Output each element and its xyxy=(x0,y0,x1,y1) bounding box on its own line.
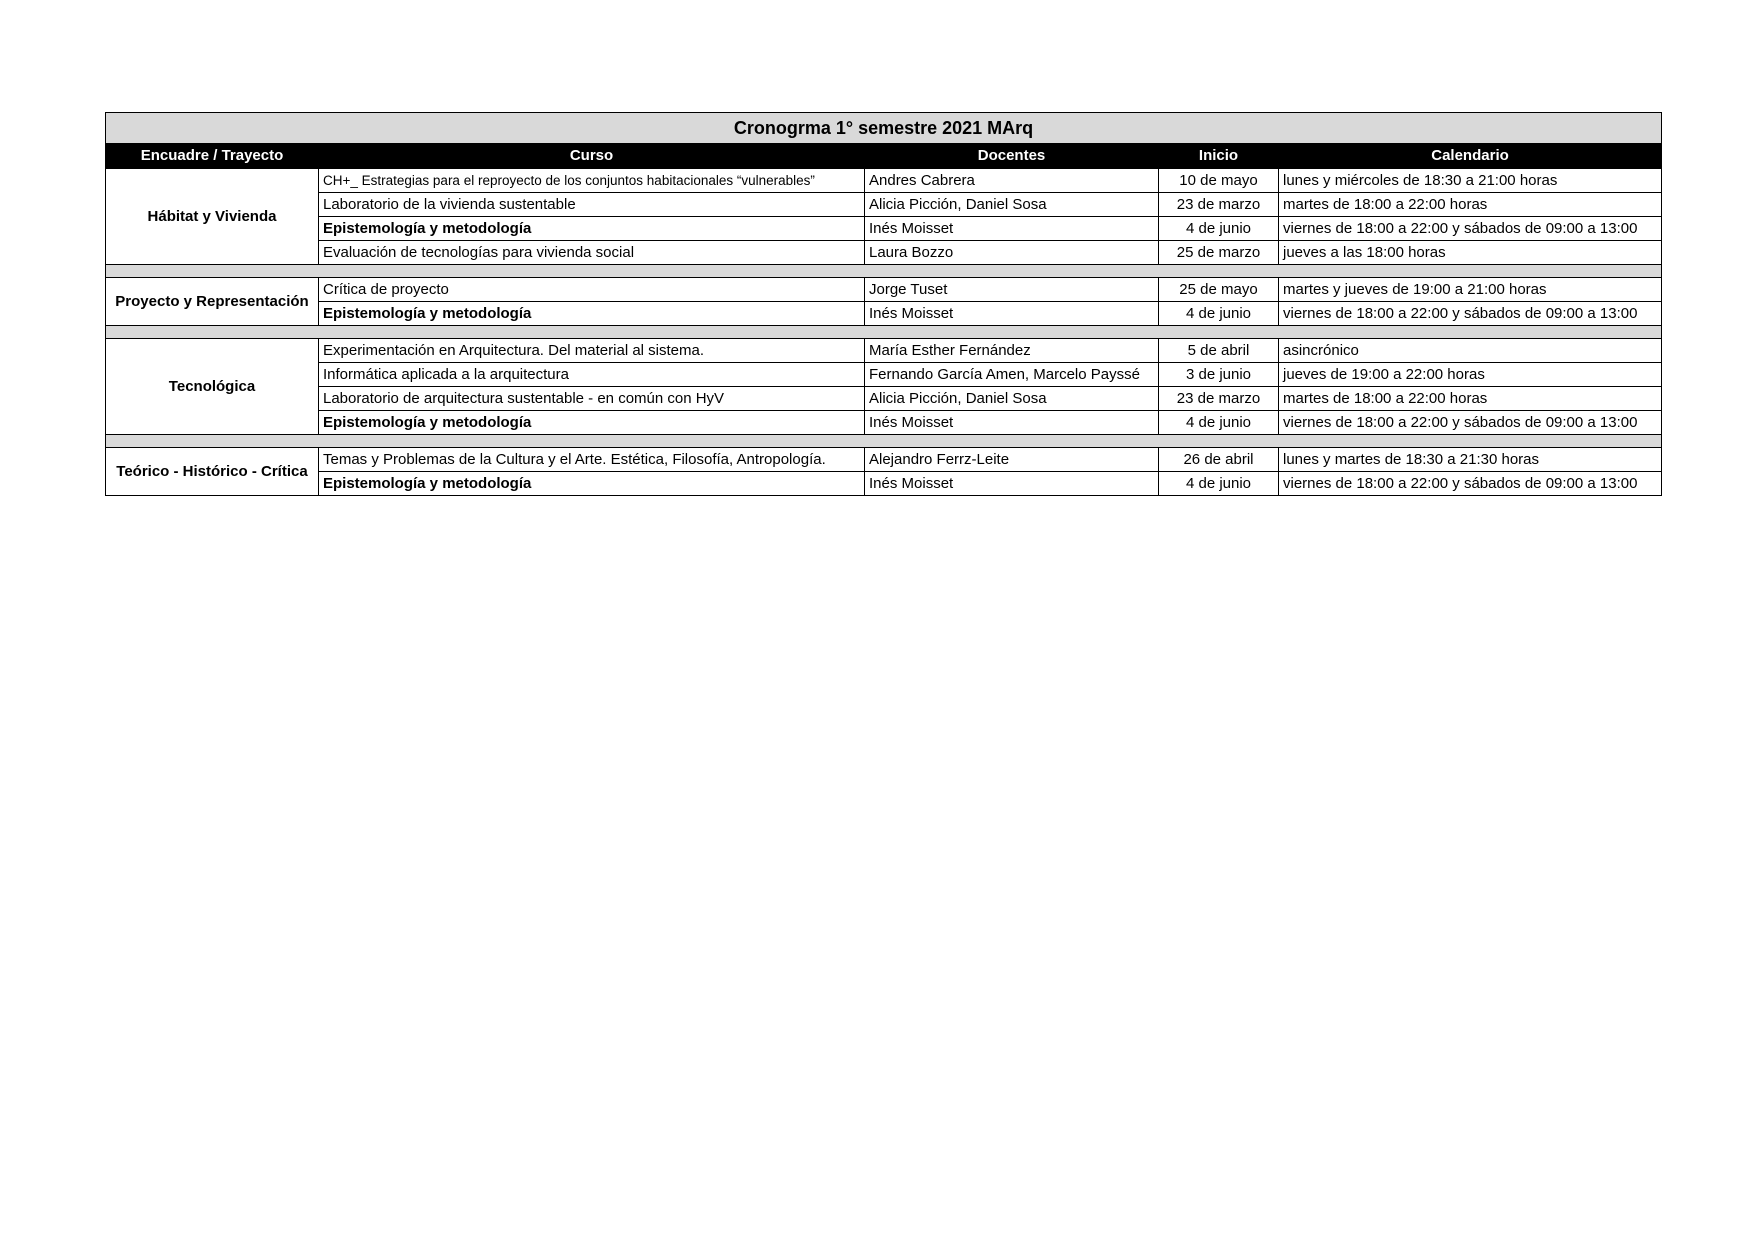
table-row xyxy=(106,387,1662,411)
table-row xyxy=(106,241,1662,265)
header-curso: Curso xyxy=(319,144,865,169)
start-cell: 23 de marzo xyxy=(1159,193,1279,217)
group-separator xyxy=(106,435,1662,448)
teacher-cell: Inés Moisset xyxy=(865,472,1159,496)
group-separator xyxy=(106,265,1662,278)
calendar-cell: asincrónico xyxy=(1279,339,1662,363)
calendar-cell: martes de 18:00 a 22:00 horas xyxy=(1279,387,1662,411)
start-cell: 4 de junio xyxy=(1159,302,1279,326)
course-cell: Laboratorio de arquitectura sustentable - en común con HyV xyxy=(319,387,865,411)
start-cell: 10 de mayo xyxy=(1159,169,1279,193)
course-cell: Evaluación de tecnologías para vivienda social xyxy=(319,241,865,265)
course-cell: Experimentación en Arquitectura. Del material al sistema. xyxy=(319,339,865,363)
start-cell: 23 de marzo xyxy=(1159,387,1279,411)
table-row xyxy=(106,472,1662,496)
course-cell: Epistemología y metodología xyxy=(319,411,865,435)
start-cell: 25 de mayo xyxy=(1159,278,1279,302)
schedule-table xyxy=(105,112,1662,496)
teacher-cell: Inés Moisset xyxy=(865,302,1159,326)
header-inicio: Inicio xyxy=(1159,144,1279,169)
calendar-cell: jueves a las 18:00 horas xyxy=(1279,241,1662,265)
calendar-cell: viernes de 18:00 a 22:00 y sábados de 09:00 a 13:00 xyxy=(1279,217,1662,241)
calendar-cell: martes de 18:00 a 22:00 horas xyxy=(1279,193,1662,217)
start-cell: 4 de junio xyxy=(1159,217,1279,241)
teacher-cell: Laura Bozzo xyxy=(865,241,1159,265)
group-label: Tecnológica xyxy=(106,339,319,435)
table-row xyxy=(106,448,1662,472)
header-row xyxy=(106,144,1662,169)
course-cell: Informática aplicada a la arquitectura xyxy=(319,363,865,387)
course-cell: Temas y Problemas de la Cultura y el Arte. Estética, Filosofía, Antropología. xyxy=(319,448,865,472)
start-cell: 4 de junio xyxy=(1159,411,1279,435)
group-label: Hábitat y Vivienda xyxy=(106,169,319,265)
title-row xyxy=(106,113,1662,144)
teacher-cell: Inés Moisset xyxy=(865,411,1159,435)
course-cell: Epistemología y metodología xyxy=(319,472,865,496)
start-cell: 25 de marzo xyxy=(1159,241,1279,265)
teacher-cell: Alicia Picción, Daniel Sosa xyxy=(865,387,1159,411)
teacher-cell: Inés Moisset xyxy=(865,217,1159,241)
start-cell: 26 de abril xyxy=(1159,448,1279,472)
header-calendario: Calendario xyxy=(1279,144,1662,169)
table-row xyxy=(106,217,1662,241)
course-cell: Epistemología y metodología xyxy=(319,302,865,326)
calendar-cell: viernes de 18:00 a 22:00 y sábados de 09:00 a 13:00 xyxy=(1279,411,1662,435)
table-row xyxy=(106,363,1662,387)
header-encuadre: Encuadre / Trayecto xyxy=(106,144,319,169)
group-label: Proyecto y Representación xyxy=(106,278,319,326)
start-cell: 3 de junio xyxy=(1159,363,1279,387)
teacher-cell: Andres Cabrera xyxy=(865,169,1159,193)
teacher-cell: Alejandro Ferrz-Leite xyxy=(865,448,1159,472)
teacher-cell: Jorge Tuset xyxy=(865,278,1159,302)
table-row xyxy=(106,339,1662,363)
header-docentes: Docentes xyxy=(865,144,1159,169)
course-cell: CH+_ Estrategias para el reproyecto de los conjuntos habitacionales “vulnerables” xyxy=(319,169,865,193)
start-cell: 4 de junio xyxy=(1159,472,1279,496)
group-separator xyxy=(106,326,1662,339)
calendar-cell: lunes y miércoles de 18:30 a 21:00 horas xyxy=(1279,169,1662,193)
calendar-cell: viernes de 18:00 a 22:00 y sábados de 09:00 a 13:00 xyxy=(1279,302,1662,326)
calendar-cell: jueves de 19:00 a 22:00 horas xyxy=(1279,363,1662,387)
teacher-cell: Alicia Picción, Daniel Sosa xyxy=(865,193,1159,217)
course-cell: Laboratorio de la vivienda sustentable xyxy=(319,193,865,217)
table-row xyxy=(106,193,1662,217)
group-label: Teórico - Histórico - Crítica xyxy=(106,448,319,496)
course-cell: Epistemología y metodología xyxy=(319,217,865,241)
calendar-cell: martes y jueves de 19:00 a 21:00 horas xyxy=(1279,278,1662,302)
table-row xyxy=(106,169,1662,193)
calendar-cell: lunes y martes de 18:30 a 21:30 horas xyxy=(1279,448,1662,472)
table-row xyxy=(106,302,1662,326)
table-row xyxy=(106,278,1662,302)
teacher-cell: María Esther Fernández xyxy=(865,339,1159,363)
table-row xyxy=(106,411,1662,435)
start-cell: 5 de abril xyxy=(1159,339,1279,363)
course-cell: Crítica de proyecto xyxy=(319,278,865,302)
page-title: Cronogrma 1° semestre 2021 MArq xyxy=(106,113,1662,144)
calendar-cell: viernes de 18:00 a 22:00 y sábados de 09:00 a 13:00 xyxy=(1279,472,1662,496)
teacher-cell: Fernando García Amen, Marcelo Payssé xyxy=(865,363,1159,387)
